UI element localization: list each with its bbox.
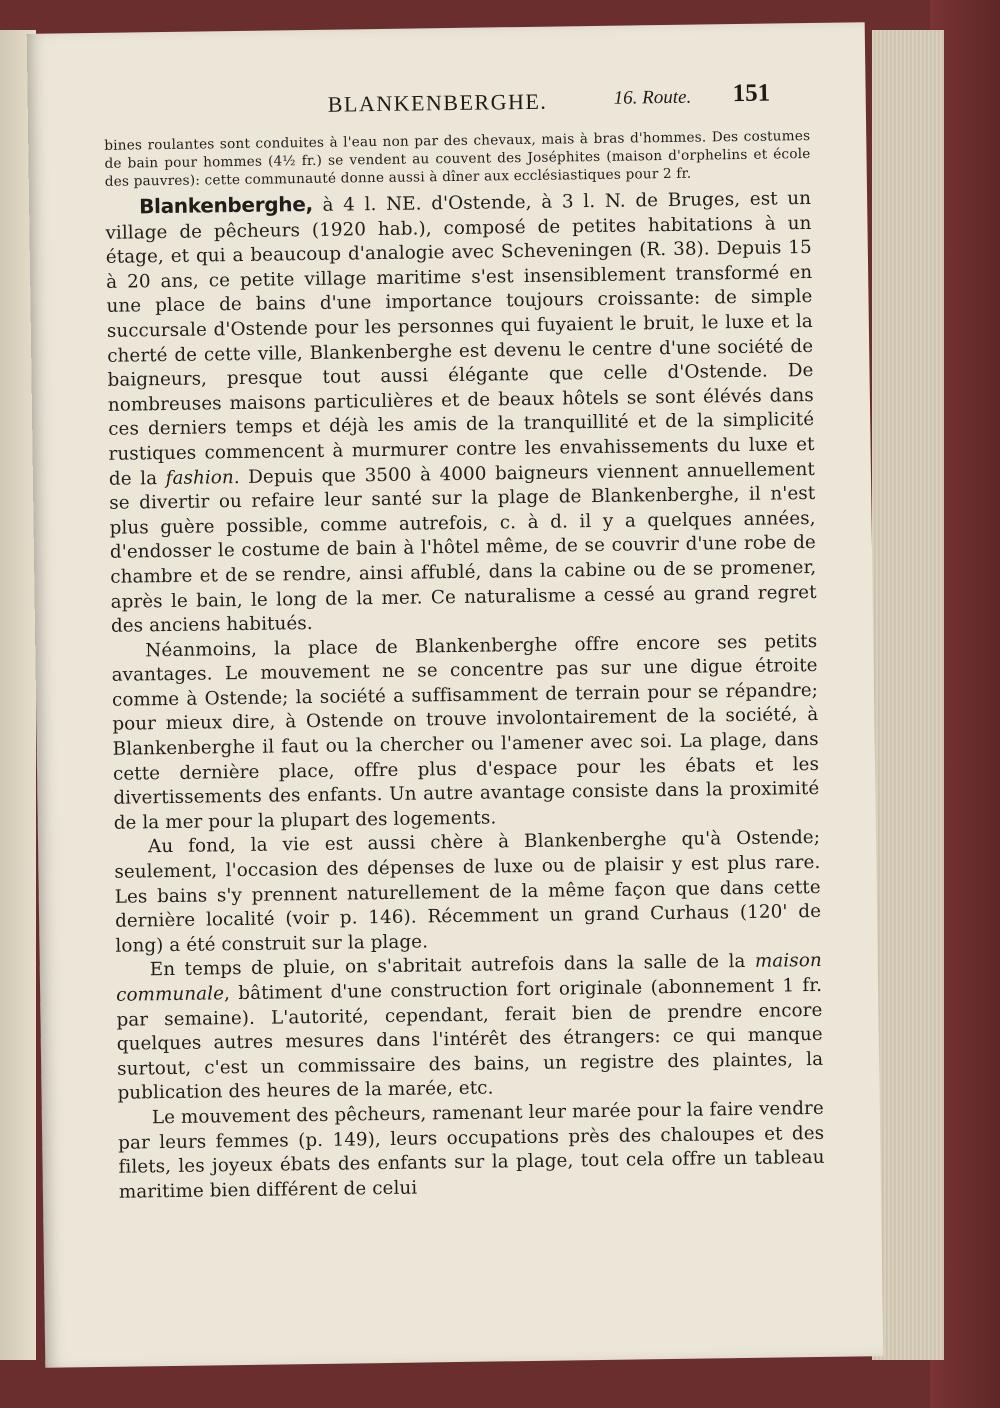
page-body [104, 127, 825, 1205]
paragraph-1-text-after: . Depuis que 3500 à 4000 baigneurs viennent annuellement se divertir ou refaire leur santé sur la plage de Blankenberghe, il n'est plus guère possible, comme autrefois, c. à d. il y a quelques années, d'endosser le costume de bain à l'hôtel même, de se couvrir d'une robe de chambre et de se rendre, ainsi affublé, dans la cabine ou de se promener, après le bain, le long de la mer. Ce naturalisme a cessé au grand regret des anciens habitués. [109, 458, 817, 637]
paragraph-1-text: à 4 l. NE. d'Ostende, à 3 l. N. de Bruges, est un village de pêcheurs (1920 hab.), composé de petites habitations à un étage, et qui a beaucoup d'analogie avec Scheveningen (R. 38). Depuis 15 à 20 ans, ce petite village maritime s'est insensiblement transformé en une place de bains d'une importance toujours croissante: de simple succursale d'Ostende pour les personnes qui fuyaient le bruit, le luxe et la cherté de cette ville, Blankenberghe est devenu le centre d'une société de baigneurs, presque tout aussi élégante que celle d'Ostende. De nombreuses maisons particulières et de beaux hôtels se sont élévés dans ces derniers temps et déjà les amis de la tranquillité et de la simplicité rustiques commencent à murmurer contre les envahissements du luxe et de la [105, 187, 815, 490]
paragraph-4-text-after: , bâtiment d'une construction fort originale (abonnement 1 fr. par semaine). L'autorité, cependant, ferait bien de prendre encore quelques autres mesures dans l'intérêt des étrangers: ce qui manque surtout, c'est un commissaire des bains, un registre des plaintes, la publication des heures de la marée, etc. [116, 974, 824, 1105]
intro-note: bines roulantes sont conduites à l'eau non par des chevaux, mais à bras d'hommes. Des costumes de bain pour hommes (4½ fr.) se vendent au couvent des Joséphites (maison d'orphelins et école des pauvres): cette communauté donne aussi à dîner aux ecclésiastiques pour 2 fr. [104, 127, 811, 190]
book-page [27, 22, 884, 1368]
entry-heading: Blankenberghe, [138, 191, 313, 219]
paragraph-1-italic: fashion [165, 466, 234, 489]
running-header [28, 79, 788, 130]
header-title: BLANKENBERGHE. [327, 88, 548, 117]
paragraph-4-text: En temps de pluie, on s'abritait autrefois dans la salle de la [149, 951, 756, 981]
header-route: 16. Route. [613, 86, 692, 109]
page-edges [872, 30, 944, 1360]
paragraph-5: Le mouvement des pêcheurs, ramenant leur marée pour la faire vendre par leurs femmes (p. 149), leurs occupations près des chaloupes et des filets, les joyeux ébats des enfants sur la plage, tout cela offre un tableau maritime bien différent de celui [118, 1097, 825, 1203]
paragraph-1 [105, 185, 817, 640]
paragraph-4 [116, 949, 824, 1106]
paragraph-2: Néanmoins, la place de Blankenberghe offre encore ses petits avantages. Le mouvement ne se concentre pas sur une digue étroite comme à Ostende; la société a suffisamment de terrain pour se répandre; pour mieux dire, à Ostende on trouve involontairement de la société, à Blankenberghe il faut ou la chercher ou l'amener avec soi. La plage, dans cette dernière place, offre plus d'espace pour les ébats et les divertissements des enfants. Un autre avantage consiste dans la proximité de la mer pour la plupart des logements. [111, 630, 820, 834]
paragraph-4-italic: maison communale [116, 950, 822, 1006]
paragraph-3: Au fond, la vie est aussi chère à Blankenberghe qu'à Ostende; seulement, l'occasion des dépenses de luxe ou de plaisir y est plus rare. Les bains s'y prennent naturellement de la même façon que dans cette dernière localité (voir p. 146). Récemment un grand Curhaus (120' de long) a été construit sur la plage. [114, 827, 822, 957]
page-number: 151 [732, 79, 771, 108]
